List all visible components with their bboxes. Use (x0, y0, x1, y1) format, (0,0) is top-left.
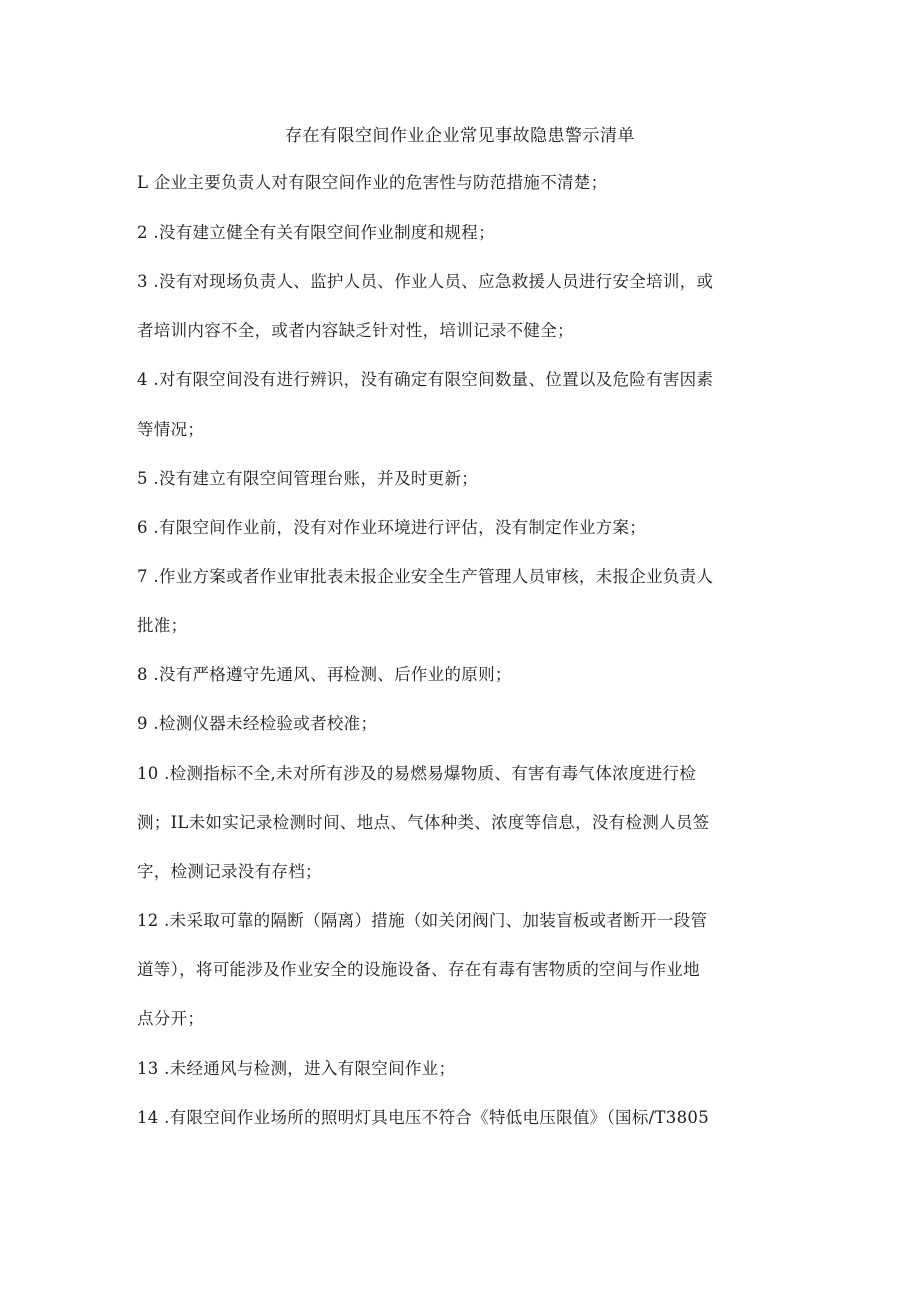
text-line: 等情况； (137, 420, 205, 439)
text-line: 点分开； (137, 1009, 205, 1028)
text-line: 批准； (137, 616, 188, 635)
page-title: 存在有限空间作业企业常见事故隐患警示清单 (285, 126, 635, 146)
text-line: 7 .作业方案或者作业审批表未报企业安全生产管理人员审核，未报企业负责人 (137, 567, 714, 586)
text-line: 字，检测记录没有存档； (137, 862, 322, 881)
text-line: 6 .有限空间作业前，没有对作业环境进行评估，没有制定作业方案； (137, 518, 647, 537)
text-line: 4 .对有限空间没有进行辨识，没有确定有限空间数量、位置以及危险有害因素 (137, 370, 714, 389)
text-line: 10 .检测指标不全,未对所有涉及的易燃易爆物质、有害有毒气体浓度进行检 (137, 764, 697, 783)
text-line: 5 .没有建立有限空间管理台账，并及时更新； (137, 469, 479, 488)
text-line: 2 .没有建立健全有关有限空间作业制度和规程； (137, 223, 495, 242)
text-line: 道等），将可能涉及作业安全的设施设备、存在有毒有害物质的空间与作业地 (137, 960, 700, 979)
text-line: 13 .未经通风与检测，进入有限空间作业； (137, 1059, 456, 1078)
text-line: L 企业主要负责人对有限空间作业的危害性与防范措施不清楚； (137, 173, 608, 192)
text-line: 14 .有限空间作业场所的照明灯具电压不符合《特低电压限值》（国标/T3805 (137, 1108, 709, 1127)
text-line: 3 .没有对现场负责人、监护人员、作业人员、应急救援人员进行安全培训，或 (137, 272, 714, 291)
text-line: 测；IL未如实记录检测时间、地点、气体种类、浓度等信息，没有检测人员签 (137, 813, 710, 832)
text-line: 12 .未采取可靠的隔断（隔离）措施（如关闭阀门、加装盲板或者断开一段管 (137, 911, 708, 930)
text-line: 8 .没有严格遵守先通风、再检测、后作业的原则； (137, 665, 512, 684)
text-line: 9 .检测仪器未经检验或者校准； (137, 714, 378, 733)
text-line: 者培训内容不全，或者内容缺乏针对性，培训记录不健全； (137, 321, 574, 340)
